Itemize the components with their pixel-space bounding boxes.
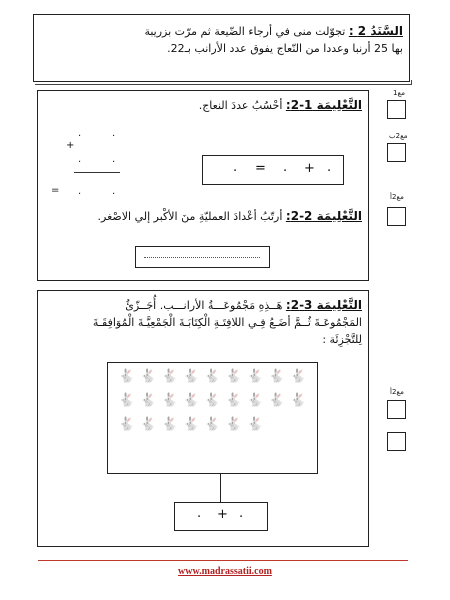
support-title: السَّنَدُ 2 :	[348, 24, 403, 38]
rabbit-icon: 🐇	[140, 417, 157, 432]
rabbit-icon: 🐇	[225, 369, 243, 384]
sign-plus: +	[217, 507, 228, 522]
rabbit-icon: 🐇	[225, 393, 243, 408]
sign-answer-box[interactable]	[174, 502, 268, 531]
rabbit-grid	[116, 369, 309, 432]
sign-value-2: .	[239, 506, 244, 521]
instr3-line2: المَجْمُوعَـةَ ثُــمَّ أضَـعُ فِـي اللافِتَـةِ الْكِتَابَـةَ الْجَمْعِيَّـةَ الْمُوَافِقَـةَ	[92, 316, 362, 329]
footer-line	[38, 560, 408, 561]
instruction-box-1	[37, 90, 369, 281]
instruction-box-3	[37, 290, 369, 547]
sign-value-1: .	[197, 506, 202, 521]
calc-answer-box[interactable]	[202, 155, 344, 185]
rabbit-icon: 🐇	[140, 393, 157, 408]
instr2-title: التَّعْلِيمَة 2-2:	[285, 209, 362, 223]
calc-value-2: .	[283, 160, 288, 175]
support-box	[33, 14, 410, 82]
scratch-eq: =	[51, 185, 60, 196]
connector-line	[220, 473, 221, 502]
instr3-line3: لِلتَّجْزِئَة :	[322, 333, 362, 346]
rabbit-icon: 🐇	[225, 417, 243, 432]
scratch-plus: +	[66, 140, 75, 151]
calc-equals: =	[255, 161, 266, 176]
criterion-box-4[interactable]	[387, 400, 406, 419]
rabbit-icon: 🐇	[290, 369, 307, 384]
scratch-dot: .	[78, 186, 82, 197]
support-box-shadow	[35, 80, 412, 85]
criterion-box-3[interactable]	[387, 207, 406, 226]
rabbit-icon: 🐇	[204, 417, 221, 432]
rabbit-icon: 🐇	[204, 369, 221, 384]
rabbit-icon: 🐇	[247, 369, 264, 384]
instr1-line	[42, 97, 362, 114]
instr1-text: أحْسُبُ عددَ النعاج.	[198, 99, 283, 112]
rabbit-icon: 🐇	[140, 369, 157, 384]
footer-url[interactable]: www.madrassatii.com	[178, 566, 272, 577]
rabbit-icon: 🐇	[247, 393, 264, 408]
margin-label-2: مع2ب	[389, 132, 408, 140]
rabbit-icon: 🐇	[290, 393, 307, 408]
calc-plus: +	[304, 161, 315, 176]
margin-label-3: مع2أ	[390, 193, 404, 201]
rabbit-icon: 🐇	[161, 393, 178, 408]
criterion-box-2[interactable]	[387, 143, 406, 162]
instr3-text	[42, 297, 362, 348]
rabbit-icon: 🐇	[182, 417, 200, 432]
calc-value-1: .	[233, 160, 238, 175]
scratch-dot: .	[112, 128, 116, 139]
rabbit-icon: 🐇	[204, 393, 221, 408]
margin-label-4: مع2أ	[390, 388, 404, 396]
rabbit-icon: 🐇	[118, 417, 135, 432]
support-line2: بها 25 أرنبا وعددا من النّعاج يفوق عدد الأرانب بـ22.	[167, 42, 403, 55]
rabbit-icon: 🐇	[247, 417, 264, 432]
order-answer-box[interactable]	[135, 246, 270, 268]
order-dotted-line	[144, 257, 260, 258]
instr3-line1: هَــذِهِ مَجْمُوعَـــةُ الأرانـــب. أُجَــزّئُ	[125, 299, 283, 312]
rabbit-icon: 🐇	[118, 369, 135, 384]
rabbit-group-box	[107, 362, 318, 474]
scratch-line	[74, 172, 120, 173]
rabbit-icon: 🐇	[161, 369, 178, 384]
margin-label-1: مع1	[393, 89, 405, 97]
instr2-text: أرتّبُ أعْدادَ العمليّةِ منَ الأكْبر إلي الاصْغر.	[97, 210, 283, 223]
scratch-dot: .	[112, 186, 116, 197]
scratch-dot: .	[112, 154, 116, 165]
criterion-box-1[interactable]	[387, 100, 406, 119]
support-text	[43, 23, 403, 57]
support-line1: تجوّلت منى في أرجاء الضّيعة ثم مرّت بزريبة	[144, 25, 346, 38]
calc-value-3: .	[327, 160, 332, 175]
instr3-title: التَّعْلِيمَة 3-2:	[285, 298, 362, 312]
scratch-dot: .	[78, 128, 82, 139]
rabbit-icon: 🐇	[161, 417, 178, 432]
criterion-box-5[interactable]	[387, 432, 406, 451]
rabbit-icon: 🐇	[182, 369, 200, 384]
instr1-title: التَّعْلِيمَة 1-2:	[285, 98, 362, 112]
scratch-dot: .	[78, 154, 82, 165]
rabbit-icon: 🐇	[182, 393, 200, 408]
rabbit-icon: 🐇	[268, 369, 285, 384]
rabbit-icon: 🐇	[118, 393, 135, 408]
instr2-line	[42, 208, 362, 225]
rabbit-icon: 🐇	[268, 393, 285, 408]
